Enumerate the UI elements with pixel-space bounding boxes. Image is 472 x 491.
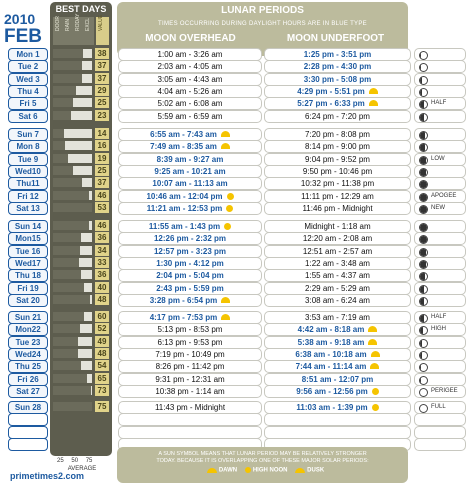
moon-overhead-time (118, 140, 262, 153)
dusk-sun-icon (369, 100, 378, 106)
moon-overhead-time (118, 202, 262, 215)
rating-bar (53, 294, 93, 305)
rating-bar (53, 269, 93, 280)
solar-legend (117, 467, 408, 474)
moon-phase-label: HALF (431, 100, 447, 106)
underfoot-time-text: 4:42 am - 8:18 am (297, 325, 365, 334)
moon-overhead-header: MOON OVERHEAD (145, 33, 236, 44)
moon-underfoot-time (264, 269, 411, 282)
overhead-time-text: 12:57 pm - 3:23 pm (153, 247, 227, 256)
value-score: 48 (95, 348, 109, 359)
note-line-2: TODAY. BECAUSE IT IS OVERLAPPING ONE OF THESE MAJOR SOLAR PERIODS: (156, 458, 369, 464)
moon-underfoot-time (264, 385, 411, 398)
moon-phase-icon (419, 248, 428, 257)
subheader-3 (83, 17, 94, 45)
value-score: 19 (95, 153, 109, 164)
value-score: 40 (95, 282, 109, 293)
rating-bar (53, 385, 93, 396)
legend-dawn: DAWN (218, 467, 238, 474)
noon-sun-icon (226, 205, 233, 212)
overhead-time-text: 12:26 pm - 2:32 pm (153, 234, 227, 243)
subheader-label: VALUE (98, 14, 104, 31)
rating-bar (53, 128, 93, 139)
rating-bar (53, 165, 93, 176)
dusk-sun-icon (221, 297, 230, 303)
moon-phase-icon (419, 223, 428, 232)
moon-underfoot-time (264, 177, 411, 190)
day-label[interactable]: Fri 5 (8, 97, 48, 110)
dawn-sun-icon (221, 131, 230, 137)
value-score: 73 (95, 385, 109, 396)
value-score: 48 (95, 294, 109, 305)
overhead-time-text: 6:55 am - 7:43 am (150, 130, 217, 139)
value-score: 33 (95, 257, 109, 268)
underfoot-time-text: 2:29 am - 5:29 am (305, 284, 370, 293)
day-label[interactable]: Thu11 (8, 177, 48, 190)
day-label[interactable]: Sun 7 (8, 128, 48, 141)
rating-bar-fill (53, 86, 76, 95)
noon-sun-icon (372, 388, 379, 395)
moon-phase-cell (414, 360, 466, 373)
rating-bar (53, 60, 93, 71)
day-label[interactable]: Wed10 (8, 165, 48, 178)
underfoot-time-text: 3:53 am - 7:19 am (305, 313, 370, 322)
underfoot-time-text: 6:38 am - 10:18 am (295, 350, 367, 359)
moon-underfoot-time (264, 294, 411, 307)
day-label[interactable]: Wed17 (8, 257, 48, 270)
moon-phase-icon (419, 285, 428, 294)
underfoot-time-text: 2:28 pm - 4:30 pm (303, 62, 372, 71)
moon-phase-label: PERIGEE (431, 388, 458, 394)
value-score: 75 (95, 401, 109, 412)
moon-phase-icon (419, 351, 428, 360)
blank-day-slot (8, 413, 48, 426)
moon-phase-icon (419, 388, 428, 397)
moon-phase-icon (419, 51, 428, 60)
rating-bar-fill (53, 111, 71, 120)
moon-overhead-time (118, 232, 262, 245)
moon-phase-icon (419, 76, 428, 85)
moon-underfoot-time (264, 202, 411, 215)
overhead-time-text: 7:19 pm - 10:49 pm (155, 350, 225, 359)
moon-phase-icon (419, 63, 428, 72)
overhead-time-text: 4:17 pm - 7:53 pm (149, 313, 218, 322)
month-label: FEB (4, 26, 42, 47)
underfoot-time-text: 11:03 am - 1:39 pm (296, 403, 368, 412)
rating-bar-fill (53, 178, 82, 187)
underfoot-time-text: 10:32 pm - 11:38 pm (300, 179, 375, 188)
day-label[interactable]: Tue 23 (8, 336, 48, 349)
moon-phase-cell (414, 60, 466, 73)
moon-phase-label: APOGEE (431, 193, 457, 199)
rating-bar (53, 202, 93, 213)
overhead-time-text: 10:46 am - 12:04 pm (146, 192, 223, 201)
day-label[interactable]: Mon15 (8, 232, 48, 245)
moon-phase-icon (419, 363, 428, 372)
rating-bar-fill (53, 49, 83, 58)
noon-sun-icon (372, 404, 379, 411)
moon-phase-label: HALF (431, 314, 447, 320)
moon-underfoot-time (264, 140, 411, 153)
moon-phase-icon (419, 404, 428, 413)
rating-bar (53, 336, 93, 347)
overhead-time-text: 3:28 pm - 6:54 pm (149, 296, 218, 305)
rating-bar (53, 190, 93, 201)
value-score: 29 (95, 85, 109, 96)
rating-bar-fill (53, 74, 82, 83)
day-label[interactable]: Sat 6 (8, 110, 48, 123)
day-label[interactable]: Sat 27 (8, 385, 48, 398)
day-label[interactable]: Mon 8 (8, 140, 48, 153)
overhead-time-text: 2:04 pm - 5:04 pm (156, 271, 224, 280)
moon-phase-cell (414, 110, 466, 123)
site-link[interactable]: primetimes2.com (10, 471, 85, 481)
rating-bar (53, 245, 93, 256)
note-line-1: A SUN SYMBOL MEANS THAT LUNAR PERIOD MAY BE RELATIVELY STRONGER (158, 451, 367, 457)
day-label[interactable]: Sun 14 (8, 220, 48, 233)
value-score: 53 (95, 202, 109, 213)
average-axis (55, 458, 107, 464)
rating-bar-fill (53, 246, 80, 255)
value-score: 25 (95, 97, 109, 108)
rating-bar (53, 348, 93, 359)
moon-overhead-time (118, 177, 262, 190)
rating-bar-fill (53, 258, 79, 267)
blank-underfoot-slot (264, 413, 411, 426)
sun-symbol-note (117, 451, 408, 465)
subheader-label: RAIN (65, 19, 71, 31)
moon-overhead-time (118, 360, 262, 373)
axis-tick-25: 25 (57, 458, 64, 464)
overhead-time-text: 5:02 am - 6:08 am (157, 99, 223, 108)
moon-underfoot-time (264, 110, 411, 123)
moon-overhead-time (118, 269, 262, 282)
day-label[interactable]: Wed 3 (8, 73, 48, 86)
value-score: 34 (95, 245, 109, 256)
moon-phase-cell (414, 140, 466, 153)
value-score: 36 (95, 232, 109, 243)
value-score: 46 (95, 220, 109, 231)
underfoot-time-text: 4:29 pm - 5:51 pm (297, 87, 365, 96)
moon-phase-icon (419, 143, 428, 152)
value-score: 14 (95, 128, 109, 139)
rating-bar (53, 360, 93, 371)
dawn-sun-icon (368, 326, 377, 332)
day-label[interactable]: Fri 12 (8, 190, 48, 203)
underfoot-time-text: 1:22 am - 3:48 am (305, 259, 370, 268)
value-score: 38 (95, 48, 109, 59)
moon-phase-icon (419, 314, 428, 323)
day-label[interactable]: Sun 28 (8, 401, 48, 414)
rating-bar (53, 257, 93, 268)
subheader-4 (96, 14, 109, 45)
underfoot-time-text: 3:08 am - 6:24 am (305, 296, 370, 305)
dawn-sun-icon (221, 143, 230, 149)
rating-bar-fill (53, 221, 89, 230)
rating-bar-fill (53, 283, 84, 292)
moon-underfoot-time (264, 60, 411, 73)
rating-bar-fill (53, 154, 68, 163)
moon-phase-icon (419, 339, 428, 348)
moon-phase-icon (419, 297, 428, 306)
rating-bar (53, 153, 93, 164)
moon-phase-icon (419, 326, 428, 335)
axis-tick-50: 50 (71, 458, 79, 464)
value-score: 16 (95, 140, 109, 151)
year-label: 2010 (4, 11, 36, 27)
overhead-time-text: 9:25 am - 10:21 am (154, 167, 226, 176)
day-label[interactable]: Tue 2 (8, 60, 48, 73)
rating-bar (53, 311, 93, 322)
overhead-time-text: 3:05 am - 4:43 am (157, 75, 223, 84)
rating-bar-fill (53, 312, 84, 321)
moon-phase-icon (419, 205, 428, 214)
noon-sun-icon (227, 193, 234, 200)
rating-bar (53, 401, 93, 412)
value-score: 52 (95, 323, 109, 334)
moon-overhead-time (118, 110, 262, 123)
rating-bar (53, 140, 93, 151)
moon-phase-cell (414, 97, 466, 110)
underfoot-time-text: 9:56 am - 12:56 pm (296, 387, 368, 396)
moon-phase-icon (419, 272, 428, 281)
rating-bar-fill (53, 386, 91, 395)
rating-bar (53, 323, 93, 334)
rating-bar-fill (53, 402, 92, 411)
noon-sun-icon (224, 223, 231, 230)
rating-bar (53, 373, 93, 384)
day-label[interactable]: Sat 13 (8, 202, 48, 215)
moon-phase-icon (419, 376, 428, 385)
rating-bar-fill (53, 129, 64, 138)
dawn-sun-icon (368, 339, 377, 345)
dusk-sun-icon (369, 88, 378, 94)
moon-phase-cell (414, 385, 466, 398)
rating-bar-fill (53, 191, 89, 200)
dawn-sun-icon (370, 363, 379, 369)
blank-day-slot (8, 438, 48, 451)
overhead-time-text: 11:43 pm - Midnight (154, 403, 226, 412)
overhead-time-text: 9:31 pm - 12:31 am (155, 375, 225, 384)
day-label[interactable]: Fri 26 (8, 373, 48, 386)
moon-phase-icon (419, 168, 428, 177)
moon-phase-icon (419, 88, 428, 97)
daylight-note: TIMES OCCURRING DURING DAYLIGHT HOURS ARE IN BLUE TYPE (158, 21, 367, 27)
rating-bar-fill (53, 233, 81, 242)
rating-bar-fill (53, 61, 82, 70)
rating-bar-fill (53, 295, 90, 304)
rating-bar-fill (53, 349, 78, 358)
moon-phase-icon (419, 193, 428, 202)
moon-phase-label: FULL (431, 404, 446, 410)
overhead-time-text: 11:21 am - 12:53 pm (146, 204, 223, 213)
underfoot-time-text: 5:27 pm - 6:33 pm (297, 99, 365, 108)
rating-bar-fill (53, 203, 92, 212)
day-label[interactable]: Tue 16 (8, 245, 48, 258)
moon-phase-icon (419, 100, 428, 109)
value-score: 46 (95, 190, 109, 201)
rating-bar (53, 220, 93, 231)
value-score: 37 (95, 60, 109, 71)
legend-noon: HIGH NOON (252, 467, 288, 474)
moon-underfoot-time (264, 97, 411, 110)
rating-bar-fill (53, 324, 80, 333)
underfoot-time-text: 3:30 pm - 5:08 pm (303, 75, 372, 84)
dusk-sun-icon (221, 314, 230, 320)
blank-overhead-slot (118, 413, 262, 426)
rating-bar (53, 73, 93, 84)
rating-bar (53, 97, 93, 108)
underfoot-time-text: 12:20 am - 2:08 am (302, 234, 373, 243)
day-label[interactable]: Thu 4 (8, 85, 48, 98)
underfoot-time-text: 1:55 am - 4:37 am (305, 271, 370, 280)
underfoot-time-text: 1:25 pm - 3:51 pm (303, 50, 372, 59)
underfoot-time-text: 12:51 am - 2:57 am (302, 247, 373, 256)
subheader-label: EXCL (85, 17, 91, 31)
moon-overhead-time (118, 294, 262, 307)
underfoot-time-text: 8:14 pm - 9:00 pm (305, 142, 370, 151)
moon-phase-icon (419, 180, 428, 189)
day-label[interactable]: Sun 21 (8, 311, 48, 324)
moon-phase-icon (419, 235, 428, 244)
underfoot-time-text: Midnight - 1:18 am (304, 222, 371, 231)
underfoot-time-text: 8:51 am - 12:07 pm (301, 375, 374, 384)
value-score: 37 (95, 73, 109, 84)
rating-bar-fill (53, 98, 73, 107)
axis-tick-75: 75 (85, 458, 93, 464)
overhead-time-text: 2:03 am - 4:05 am (157, 62, 223, 71)
day-label[interactable]: Tue 9 (8, 153, 48, 166)
legend-dusk: DUSK (307, 467, 325, 474)
value-score: 37 (95, 177, 109, 188)
overhead-time-text: 8:26 pm - 11:42 pm (155, 362, 225, 371)
overhead-time-text: 8:39 am - 9:27 am (156, 155, 224, 164)
overhead-time-text: 7:49 am - 8:35 am (150, 142, 217, 151)
value-score: 49 (95, 336, 109, 347)
moon-overhead-time (118, 97, 262, 110)
underfoot-time-text: 5:38 am - 9:18 am (297, 338, 365, 347)
subheader-label: DOOR (55, 16, 61, 31)
moon-overhead-time (118, 385, 262, 398)
moon-phase-cell (414, 232, 466, 245)
overhead-time-text: 11:55 am - 1:43 pm (148, 222, 221, 231)
value-score: 60 (95, 311, 109, 322)
rating-bar-fill (53, 337, 78, 346)
blank-phase-slot (414, 438, 466, 451)
underfoot-time-text: 7:20 pm - 8:08 pm (305, 130, 370, 139)
moon-phase-cell (414, 294, 466, 307)
day-label[interactable]: Wed24 (8, 348, 48, 361)
rating-bar (53, 232, 93, 243)
rating-bar (53, 177, 93, 188)
underfoot-time-text: 6:24 pm - 7:20 pm (305, 112, 370, 121)
overhead-time-text: 10:38 pm - 1:14 am (155, 387, 225, 396)
moon-phase-label: NEW (431, 205, 445, 211)
day-label[interactable]: Thu 18 (8, 269, 48, 282)
rating-bar (53, 48, 93, 59)
rating-bar-fill (53, 141, 65, 150)
overhead-time-text: 4:04 am - 5:26 am (157, 87, 223, 96)
day-label[interactable]: Mon 1 (8, 48, 48, 61)
day-label[interactable]: Fri 19 (8, 282, 48, 295)
moon-underfoot-time (264, 323, 411, 336)
underfoot-time-text: 7:44 am - 11:14 am (295, 362, 367, 371)
rating-bar (53, 85, 93, 96)
underfoot-time-text: 11:46 pm - Midnight (302, 204, 373, 213)
moon-overhead-time (118, 60, 262, 73)
moon-phase-icon (419, 113, 428, 122)
value-score: 25 (95, 165, 109, 176)
moon-phase-label: LOW (431, 156, 445, 162)
underfoot-time-text: 11:11 pm - 12:29 am (301, 192, 374, 201)
best-days-title: BEST DAYS (55, 4, 107, 14)
day-label[interactable]: Sat 20 (8, 294, 48, 307)
moon-underfoot-time (264, 360, 411, 373)
overhead-time-text: 1:00 am - 3:26 am (157, 50, 223, 59)
moon-phase-cell (414, 269, 466, 282)
overhead-time-text: 1:30 pm - 4:12 pm (156, 259, 224, 268)
value-score: 54 (95, 360, 109, 371)
moon-phase-icon (419, 131, 428, 140)
subheader-label: RODAY (75, 13, 81, 31)
overhead-time-text: 10:07 am - 11:13 am (152, 179, 228, 188)
blank-phase-slot (414, 413, 466, 426)
moon-phase-icon (419, 260, 428, 269)
day-label[interactable]: Mon22 (8, 323, 48, 336)
moon-underfoot-time (264, 232, 411, 245)
overhead-time-text: 5:59 am - 6:59 am (157, 112, 223, 121)
day-label[interactable]: Thu 25 (8, 360, 48, 373)
overhead-time-text: 6:13 pm - 9:53 pm (157, 338, 223, 347)
moon-phase-icon (419, 156, 428, 165)
moon-underfoot-header: MOON UNDERFOOT (286, 33, 385, 44)
noon-sun-icon (245, 467, 251, 473)
rating-bar (53, 282, 93, 293)
value-score: 23 (95, 110, 109, 121)
rating-bar-fill (53, 374, 87, 383)
average-label: AVERAGE (67, 466, 97, 472)
moon-phase-cell (414, 177, 466, 190)
rating-bar-fill (53, 361, 81, 370)
value-score: 36 (95, 269, 109, 280)
rating-bar (53, 110, 93, 121)
month-header (4, 12, 50, 46)
moon-phase-cell (414, 202, 466, 215)
rating-bar-fill (53, 166, 73, 175)
underfoot-time-text: 9:50 pm - 10:46 pm (302, 167, 373, 176)
overhead-time-text: 5:13 pm - 8:53 pm (157, 325, 223, 334)
overhead-time-text: 2:43 pm - 5:59 pm (156, 284, 224, 293)
moon-phase-label: HIGH (431, 326, 446, 332)
moon-phase-cell (414, 323, 466, 336)
moon-overhead-time (118, 323, 262, 336)
value-score: 65 (95, 373, 109, 384)
rating-bar-fill (53, 270, 81, 279)
lunar-periods-title: LUNAR PERIODS (221, 5, 304, 16)
dusk-sun-icon (295, 468, 305, 473)
dawn-sun-icon (207, 468, 217, 473)
underfoot-time-text: 9:04 pm - 9:52 pm (305, 155, 370, 164)
dawn-sun-icon (371, 351, 380, 357)
